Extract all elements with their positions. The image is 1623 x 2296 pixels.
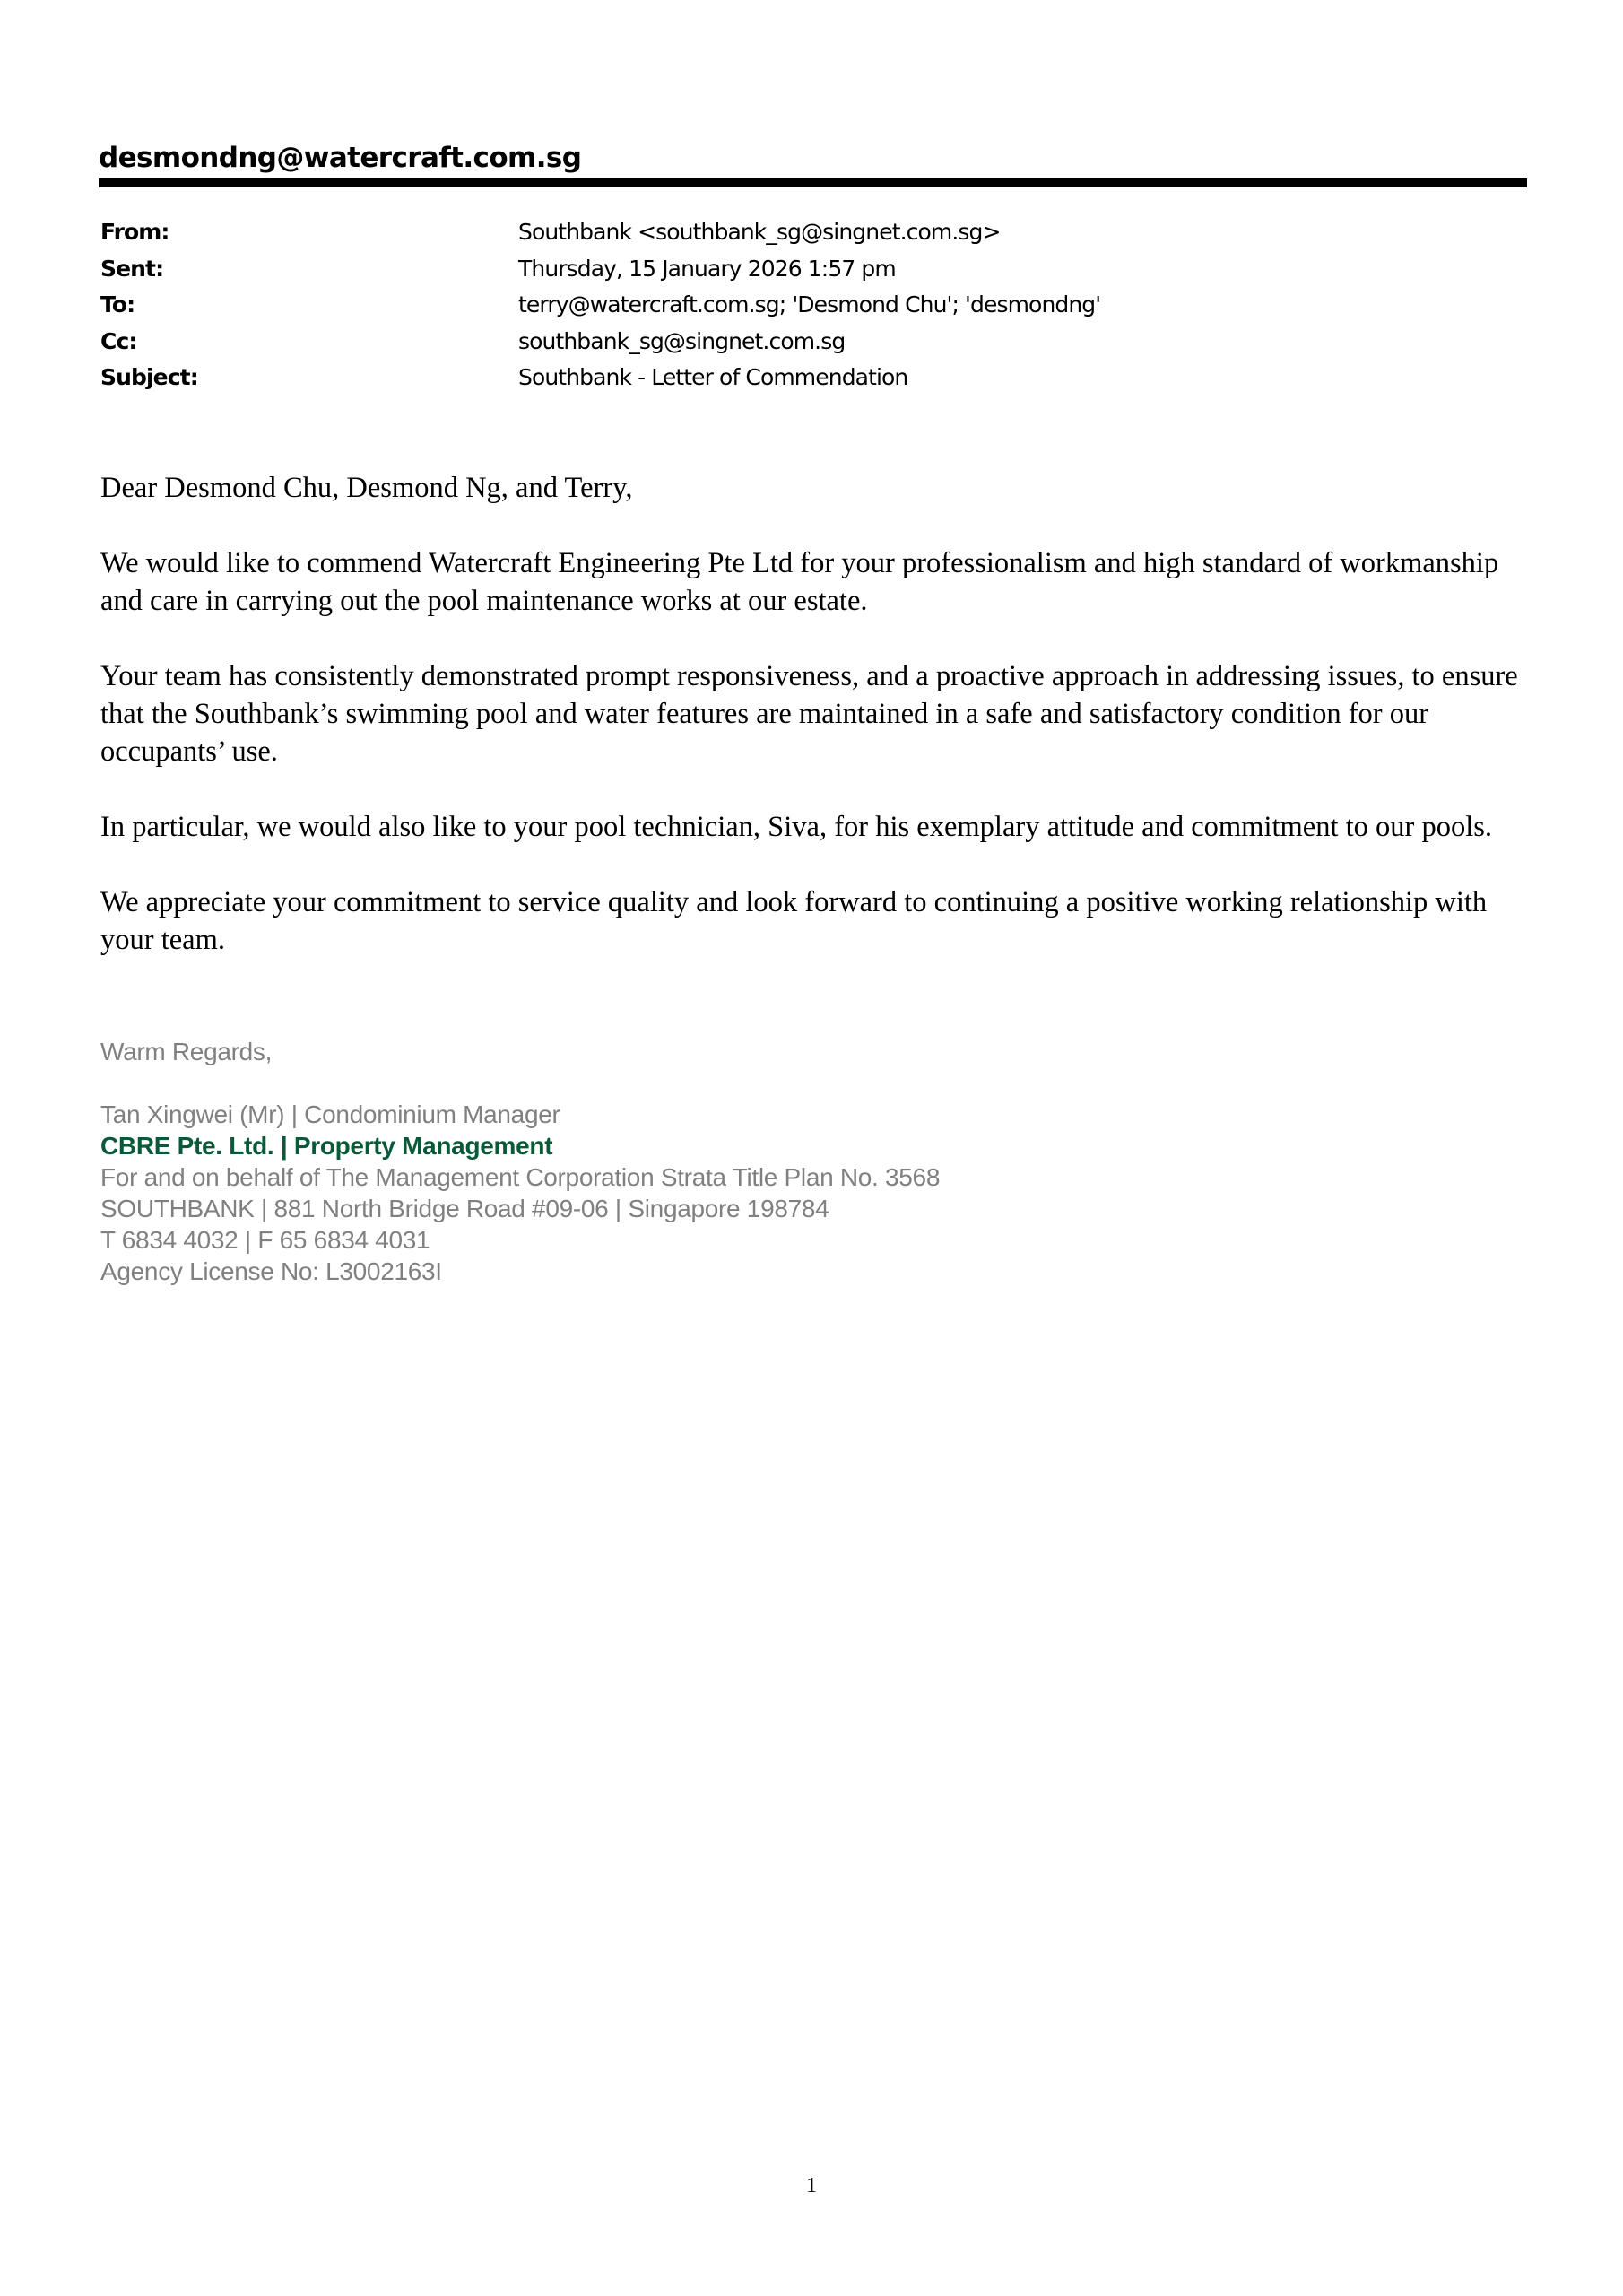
header-label: Subject: [100,364,198,390]
header-label: From: [100,219,169,245]
signer-address: SOUTHBANK | 881 North Bridge Road #09-06 | Singapore 198784 [100,1195,829,1222]
body-paragraph: We appreciate your commitment to service quality and look forward to continuing a positive working relationship with your team. [100,886,1488,956]
signer-company: CBRE Pte. Ltd. | Property Management [100,1132,553,1160]
email-signature [100,1036,940,1287]
greeting: Dear Desmond Chu, Desmond Ng, and Terry, [100,472,633,504]
subject-value: Southbank - Letter of Commendation [518,364,908,390]
signer-license: Agency License No: L3002163I [100,1257,442,1285]
sent-date-value: Thursday, 15 January 2026 1:57 pm [518,255,896,282]
signer-behalf: For and on behalf of The Management Corporation Strata Title Plan No. 3568 [100,1163,941,1191]
signer-phone-fax: T 6834 4032 | F 65 6834 4031 [100,1226,430,1254]
email-body [100,469,1535,996]
recipients-value: terry@watercraft.com.sg; 'Desmond Chu'; 'desmondng' [518,291,1101,317]
body-paragraph: In particular, we would also like to your pool technician, Siva, for his exemplary attitude and commitment to our pools. [100,811,1493,843]
header-label: Sent: [100,255,164,282]
mailbox-title: desmondng@watercraft.com.sg [99,142,582,174]
header-label: Cc: [100,327,137,354]
title-divider [99,178,1527,187]
header-label: To: [100,291,135,317]
closing: Warm Regards, [100,1038,273,1065]
body-paragraph: We would like to commend Watercraft Engineering Pte Ltd for your professionalism and high standard of workmanship and care in carrying out the pool maintenance works at our estate. [100,547,1499,617]
body-paragraph: Your team has consistently demonstrated prompt responsiveness, and a proactive approach in addressing issues, to ensure that the Southbank’s swimming pool and water features are maintained in a safe and satisfactory condition for our occupants’ use. [100,660,1518,768]
sender-value: Southbank <southbank_sg@singnet.com.sg> [518,219,1001,245]
page-number: 1 [806,2174,817,2197]
signer-name-title: Tan Xingwei (Mr) | Condominium Manager [100,1100,560,1128]
cc-value: southbank_sg@singnet.com.sg [518,327,846,354]
